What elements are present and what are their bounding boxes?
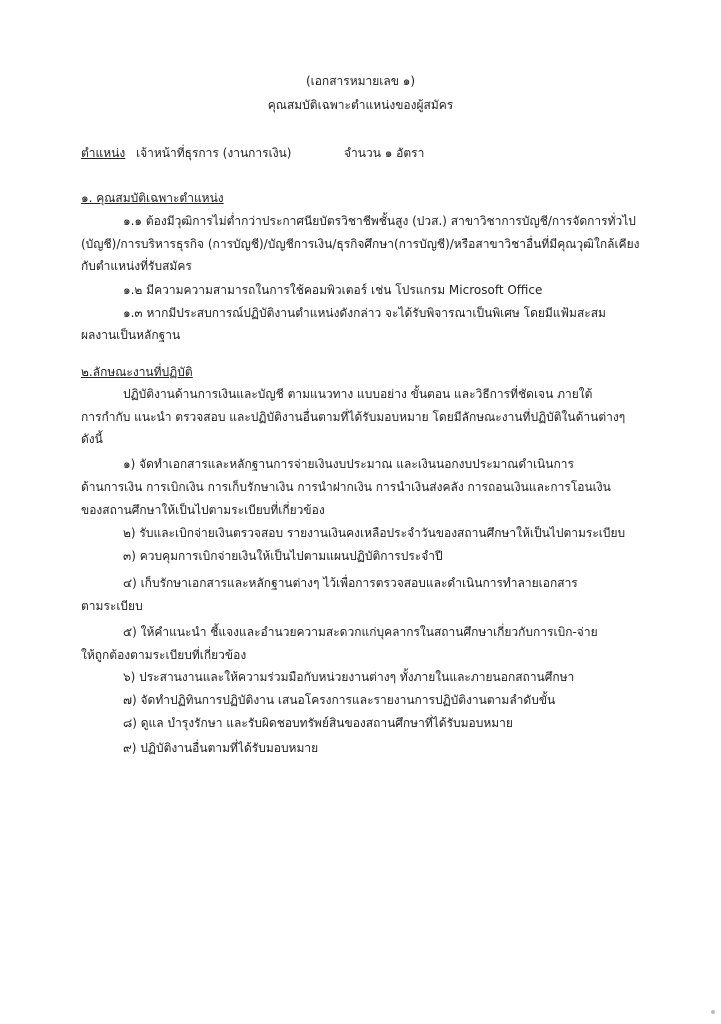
position-label: ตำแหน่ง — [81, 146, 126, 160]
list-item-line: ๑) จัดทำเอกสารและหลักฐานการจ่ายเงินงบประมาณ และเงินนอกงบประมาณดำเนินการ — [123, 457, 574, 471]
list-item-line: ให้ถูกต้องตามระเบียบที่เกี่ยวข้อง — [81, 648, 247, 662]
section-heading: ๒.ลักษณะงานที่ปฏิบัติ — [81, 365, 193, 379]
list-item-line: ด้านการเงิน การเบิกเงิน การเก็บรักษาเงิน การนำฝากเงิน การนำเงินส่งคลัง การถอนเงินและการโอนเงิน — [81, 480, 611, 494]
position-value: เจ้าหน้าที่ธุรการ (งานการเงิน) — [136, 146, 292, 160]
position-count: จำนวน ๑ อัตรา — [344, 146, 425, 160]
list-item-line: ของสถานศึกษาให้เป็นไปตามระเบียบที่เกี่ยวข้อง — [81, 503, 325, 517]
list-item-line: ๑.๒ มีความความสามารถในการใช้คอมพิวเตอร์ เช่น โปรแกรม Microsoft Office — [123, 283, 543, 297]
list-item-line: ๒) รับและเบิกจ่ายเงินตรวจสอบ รายงานเงินคงเหลือประจำวันของสถานศึกษาให้เป็นไปตามระเบียบ — [123, 526, 626, 540]
list-item-line: ๖) ประสานงานและให้ความร่วมมือกับหน่วยงานต่างๆ ทั้งภายในและภายนอกสถานศึกษา — [123, 670, 575, 684]
section-heading: ๑. คุณสมบัติเฉพาะตำแหน่ง — [81, 191, 224, 205]
list-item-line: ๘) ดูแล บำรุงรักษา และรับผิดชอบทรัพย์สินของสถานศึกษาที่ได้รับมอบหมาย — [123, 716, 513, 730]
page-title: คุณสมบัติเฉพาะตำแหน่งของผู้สมัคร — [267, 98, 454, 112]
list-item-line: ๔) เก็บรักษาเอกสารและหลักฐานต่างๆ ไว้เพื่อการตรวจสอบและดำเนินการทำลายเอกสาร — [123, 576, 578, 590]
paragraph-line: การกำกับ แนะนำ ตรวจสอบ และปฏิบัติงานอื่นตามที่ได้รับมอบหมาย โดยมีลักษณะงานที่ปฏิบัติในด้านต่างๆ — [81, 410, 626, 424]
list-item-line: (บัญชี)/การบริหารธุรกิจ (การบัญชี)/บัญชีการเงิน/ธุรกิจศึกษา(การบัญชี)/หรือสาขาวิชาอื่นที่มีคุณวุฒิใกล้เคียง — [81, 237, 640, 251]
scan-speck — [711, 1010, 715, 1014]
list-item-line: กับตำแหน่งที่รับสมัคร — [81, 259, 192, 273]
paragraph-line: ดังนี้ — [81, 432, 103, 446]
list-item-line: ผลงานเป็นหลักฐาน — [81, 328, 181, 342]
list-item-line: ๑.๓ หากมีประสบการณ์ปฏิบัติงานตำแหน่งดังกล่าว จะได้รับพิจารณาเป็นพิเศษ โดยมีแฟ้มสะสม — [123, 306, 606, 320]
list-item-line: ๕) ให้คำแนะนำ ชี้แจงและอำนวยความสะดวกแก่บุคลากรในสถานศึกษาเกี่ยวกับการเบิก-จ่าย — [123, 625, 598, 639]
list-item-line: ๗) จัดทำปฏิทินการปฏิบัติงาน เสนอโครงการและรายงานการปฏิบัติงานตามลำดับขั้น — [123, 693, 556, 707]
list-item-line: ๙) ปฏิบัติงานอื่นตามที่ได้รับมอบหมาย — [123, 741, 319, 755]
document-reference: (เอกสารหมายเลข ๑) — [305, 74, 416, 88]
paragraph-line: ปฏิบัติงานด้านการเงินและบัญชี ตามแนวทาง แบบอย่าง ขั้นตอน และวิธีการที่ชัดเจน ภายใต้ — [123, 387, 593, 401]
list-item-line: ๑.๑ ต้องมีวุฒิการไม่ต่ำกว่าประกาศนียบัตรวิชาชีพชั้นสูง (ปวส.) สาขาวิชาการบัญชี/การจัดการทั่วไป — [123, 214, 636, 228]
list-item-line: ตามระเบียบ — [81, 599, 143, 613]
list-item-line: ๓) ควบคุมการเบิกจ่ายเงินให้เป็นไปตามแผนปฏิบัติการประจำปี — [123, 549, 443, 563]
